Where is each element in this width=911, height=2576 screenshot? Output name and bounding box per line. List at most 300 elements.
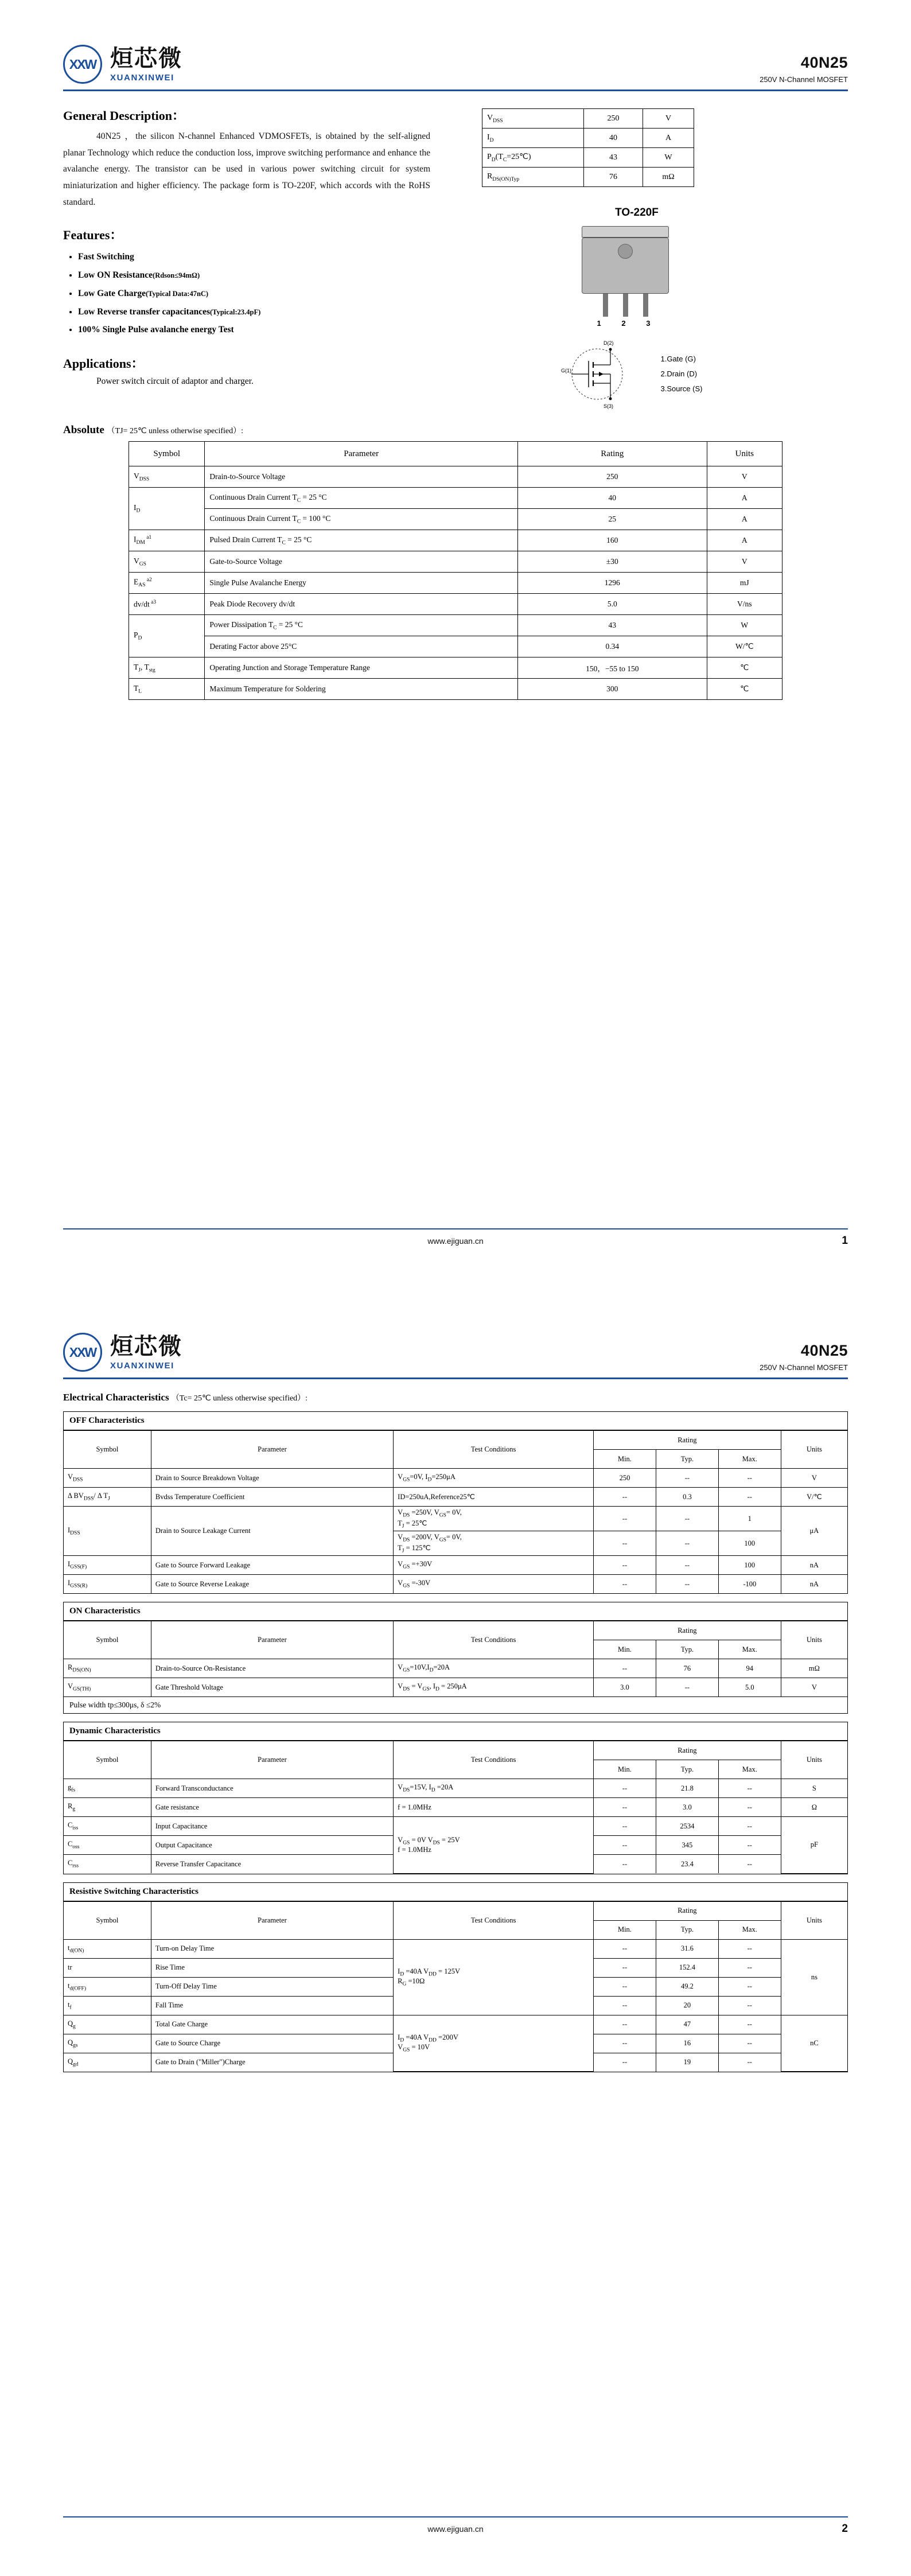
- row-rating: ±30: [518, 551, 707, 573]
- row-units: mΩ: [781, 1659, 847, 1678]
- pin-assignment-list: [661, 352, 703, 396]
- row-parameter: Maximum Temperature for Soldering: [205, 679, 518, 700]
- row-conditions: $V_{GS} =+30V$: [394, 1556, 594, 1575]
- row-symbol: $T_L$: [129, 679, 205, 700]
- row-symbol: $C_{iss}$: [64, 1817, 151, 1836]
- row-min: --: [594, 1556, 656, 1575]
- col-rating: Rating: [518, 442, 707, 466]
- company-logo-page2: [63, 1333, 182, 1372]
- table-row: [482, 168, 694, 187]
- row-max: --: [718, 2015, 781, 2034]
- applications-body: Power switch circuit of adaptor and charger.: [96, 376, 254, 387]
- col-units: Units: [707, 442, 782, 466]
- part-subtitle: 250V N-Channel MOSFET: [760, 75, 848, 84]
- table-row: [64, 1507, 847, 1531]
- table-row: [64, 1469, 847, 1488]
- row-conditions: $V_{DS} = V_{GS}$, $I_D = 250\mu A$: [394, 1678, 594, 1697]
- row-max: --: [718, 2053, 781, 2072]
- row-typ: --: [656, 1469, 718, 1488]
- footer-page-number-page2: 2: [842, 2523, 848, 2535]
- row-typ: 345: [656, 1836, 718, 1855]
- absolute-max-ratings-table: [129, 441, 782, 700]
- row-min: --: [594, 1659, 656, 1678]
- row-conditions: $V_{GS}=0V$, $I_D=250\mu A$: [394, 1469, 594, 1488]
- col-conditions: Test Conditions: [394, 1621, 594, 1659]
- block-title: OFF Characteristics: [64, 1412, 847, 1430]
- row-conditions: $V_{DS} =250V$, $V_{GS}= 0V$, $T_J$ = 25℃: [394, 1507, 594, 1531]
- feature-item: [78, 285, 442, 303]
- row-max: 5.0: [718, 1678, 781, 1697]
- schematic-symbol-area: [453, 337, 797, 411]
- row-symbol: $t_{d(OFF)}$: [64, 1977, 151, 1996]
- logo-mark-text: XXW: [69, 56, 96, 72]
- table-header-row: [64, 1621, 847, 1640]
- row-rating: 0.34: [518, 636, 707, 657]
- row-units: pF: [781, 1817, 847, 1874]
- col-typ: Typ.: [656, 1640, 718, 1659]
- col-max: Max.: [718, 1920, 781, 1939]
- row-units: A: [707, 488, 782, 509]
- block-title: Resistive Switching Characteristics: [64, 1883, 847, 1901]
- pin-list-item: 2.Drain (D): [660, 369, 698, 378]
- symbol-source-label: S(3): [603, 403, 613, 409]
- row-parameter: Operating Junction and Storage Temperature Range: [205, 657, 518, 679]
- feature-item: [78, 303, 442, 321]
- col-max: Max.: [718, 1760, 781, 1779]
- characteristics-table: [64, 1741, 847, 1874]
- row-parameter: Turn-Off Delay Time: [151, 1977, 393, 1996]
- row-symbol: Δ $BV_{DSS}/$ Δ $T_J$: [64, 1488, 151, 1507]
- col-rating: Rating: [594, 1621, 781, 1640]
- row-parameter: Drain-to-Source Voltage: [205, 466, 518, 488]
- row-max: --: [718, 1996, 781, 2015]
- row-typ: 47: [656, 2015, 718, 2034]
- symbol-drain-label: D(2): [603, 340, 613, 346]
- table-header-row: [64, 1741, 847, 1760]
- row-max: --: [718, 2034, 781, 2053]
- row-symbol: $P_D$: [129, 615, 205, 657]
- col-parameter: Parameter: [151, 1901, 393, 1939]
- table-row: [482, 129, 694, 148]
- part-subtitle-page2: 250V N-Channel MOSFET: [760, 1363, 848, 1372]
- col-conditions: Test Conditions: [394, 1901, 594, 1939]
- feature-item: [78, 248, 442, 266]
- row-symbol: $V_{DSS}$: [64, 1469, 151, 1488]
- col-parameter: Parameter: [205, 442, 518, 466]
- table-header-row: [64, 1431, 847, 1450]
- row-units: V/ns: [707, 594, 782, 615]
- row-max: --: [718, 1836, 781, 1855]
- row-typ: --: [656, 1575, 718, 1594]
- row-parameter: Continuous Drain Current $T_C = 25$ °C: [205, 488, 518, 509]
- row-units: μA: [781, 1507, 847, 1556]
- row-typ: 152.4: [656, 1958, 718, 1977]
- row-units: W: [707, 615, 782, 636]
- row-symbol: $t_{d(ON)}$: [64, 1939, 151, 1958]
- spec-unit: A: [643, 129, 694, 148]
- header-divider-page2: [63, 1378, 848, 1379]
- row-rating: 160: [518, 530, 707, 551]
- col-typ: Typ.: [656, 1450, 718, 1469]
- row-max: -100: [718, 1575, 781, 1594]
- logo-mark-text-page2: XXW: [69, 1344, 96, 1360]
- table-row: [129, 488, 782, 509]
- row-min: --: [594, 1798, 656, 1817]
- row-units: S: [781, 1779, 847, 1798]
- row-symbol: $T_J$, $T_{stg}$: [129, 657, 205, 679]
- row-max: --: [718, 1958, 781, 1977]
- row-parameter: Drain to Source Leakage Current: [151, 1507, 393, 1556]
- row-max: --: [718, 1855, 781, 1874]
- feature-label: Low Gate Charge: [78, 288, 146, 298]
- pin-list-item: 1.Gate (G): [660, 355, 696, 363]
- row-parameter: Rise Time: [151, 1958, 393, 1977]
- table-row: [64, 1488, 847, 1507]
- row-units: V: [781, 1469, 847, 1488]
- feature-item: [78, 321, 442, 339]
- table-row: [129, 509, 782, 530]
- row-parameter: Gate resistance: [151, 1798, 393, 1817]
- table-header-row: [64, 1901, 847, 1920]
- row-units: A: [707, 530, 782, 551]
- spec-symbol: $I_D$: [482, 129, 584, 148]
- row-typ: --: [656, 1507, 718, 1531]
- col-typ: Typ.: [656, 1760, 718, 1779]
- row-parameter: Single Pulse Avalanche Energy: [205, 573, 518, 594]
- row-rating: 300: [518, 679, 707, 700]
- spec-value: 43: [584, 148, 643, 168]
- spec-unit: W: [643, 148, 694, 168]
- row-max: 1: [718, 1507, 781, 1531]
- table-row: [129, 530, 782, 551]
- row-min: --: [594, 1779, 656, 1798]
- datasheet-page-2: [0, 1288, 911, 2576]
- block-title: Dynamic Characteristics: [64, 1722, 847, 1741]
- col-units: Units: [781, 1901, 847, 1939]
- row-typ: 76: [656, 1659, 718, 1678]
- row-rating: 40: [518, 488, 707, 509]
- row-parameter: Gate to Drain ("Miller")Charge: [151, 2053, 393, 2072]
- table-row: [129, 679, 782, 700]
- feature-label: Low ON Resistance: [78, 270, 153, 281]
- row-min: --: [594, 1836, 656, 1855]
- characteristics-block: [63, 1602, 848, 1714]
- absolute-title-text: Absolute: [63, 424, 104, 436]
- mosfet-symbol-icon: [548, 337, 646, 411]
- spec-symbol: $V_{DSS}$: [482, 109, 584, 129]
- row-max: 100: [718, 1556, 781, 1575]
- row-symbol: $I_D$: [129, 488, 205, 530]
- row-rating: 5.0: [518, 594, 707, 615]
- table-row: [129, 594, 782, 615]
- row-min: --: [594, 1507, 656, 1531]
- row-typ: --: [656, 1678, 718, 1697]
- characteristics-block: [63, 1411, 848, 1594]
- col-symbol: Symbol: [129, 442, 205, 466]
- row-symbol: $C_{oss}$: [64, 1836, 151, 1855]
- footer-page-number: 1: [842, 1235, 848, 1247]
- row-symbol: $Q_{gd}$: [64, 2053, 151, 2072]
- row-units: A: [707, 509, 782, 530]
- feature-label: Fast Switching: [78, 252, 134, 262]
- electrical-characteristics-title: [63, 1392, 848, 1403]
- row-conditions: f = 1.0MHz: [394, 1798, 594, 1817]
- row-min: --: [594, 1958, 656, 1977]
- row-parameter: Input Capacitance: [151, 1817, 393, 1836]
- company-name-cn: 烜芯微: [110, 45, 182, 72]
- row-typ: --: [656, 1556, 718, 1575]
- spec-value: 250: [584, 109, 643, 129]
- block-footnote: Pulse width tp≤300μs, δ ≤2%: [64, 1696, 847, 1713]
- characteristics-table: [64, 1430, 847, 1593]
- row-min: --: [594, 1575, 656, 1594]
- package-pin-numbers: 1 2 3: [597, 319, 660, 328]
- company-logo: [63, 45, 182, 84]
- quick-spec-table: [482, 108, 694, 187]
- col-min: Min.: [594, 1760, 656, 1779]
- row-rating: 43: [518, 615, 707, 636]
- row-symbol: $V_{DSS}$: [129, 466, 205, 488]
- spec-unit: V: [643, 109, 694, 129]
- package-tab: [582, 226, 669, 238]
- logo-mark-icon-page2: [63, 1333, 102, 1372]
- col-min: Min.: [594, 1450, 656, 1469]
- row-conditions: $I_D =40A$ $V_{DD} = 125V$ $R_G =10\Omega$: [394, 1939, 594, 2015]
- absolute-title-note: （TJ= 25℃ unless otherwise specified）:: [107, 427, 244, 435]
- row-typ: --: [656, 1531, 718, 1556]
- row-parameter: Drain-to-Source On-Resistance: [151, 1659, 393, 1678]
- feature-item: [78, 266, 442, 285]
- table-row: [64, 1659, 847, 1678]
- footer-website: www.ejiguan.cn: [427, 1236, 484, 1246]
- col-parameter: Parameter: [151, 1741, 393, 1779]
- part-number-page2: 40N25: [800, 1342, 848, 1359]
- feature-label: Low Reverse transfer capacitances: [78, 306, 210, 317]
- table-row: [129, 657, 782, 679]
- row-parameter: Bvdss Temperature Coefficient: [151, 1488, 393, 1507]
- row-min: --: [594, 1996, 656, 2015]
- row-min: --: [594, 2034, 656, 2053]
- table-row: [64, 1556, 847, 1575]
- page1-footer: [63, 1228, 848, 1246]
- general-description-body: 40N25 ，the silicon N-channel Enhanced VDMOSFETs, is obtained by the self-aligned planar Technology which reduce the conduction loss, improve switching performance and enhance the avalanche energy. The transistor can be used in various power switching circuit for system miniaturization and higher efficiency. The package form is TO-220F, which accords with the RoHS standard.: [63, 131, 430, 207]
- row-typ: 49.2: [656, 1977, 718, 1996]
- row-units: W/℃: [707, 636, 782, 657]
- row-symbol: $V_{GS(TH)}$: [64, 1678, 151, 1697]
- row-parameter: Reverse Transfer Capacitance: [151, 1855, 393, 1874]
- table-row: [64, 1779, 847, 1798]
- company-name-en-page2: XUANXINWEI: [110, 1360, 174, 1371]
- logo-mark-icon: [63, 45, 102, 84]
- features-title: Features：: [63, 228, 123, 243]
- absolute-max-title: [63, 424, 848, 437]
- col-symbol: Symbol: [64, 1901, 151, 1939]
- characteristics-table: [64, 1621, 847, 1696]
- page-header: [63, 0, 848, 84]
- feature-label: 100% Single Pulse avalanche energy Test: [78, 325, 234, 335]
- row-min: --: [594, 1817, 656, 1836]
- row-max: --: [718, 1779, 781, 1798]
- col-units: Units: [781, 1431, 847, 1469]
- row-symbol: $C_{rss}$: [64, 1855, 151, 1874]
- table-row: [129, 466, 782, 488]
- col-symbol: Symbol: [64, 1621, 151, 1659]
- table-row: [129, 573, 782, 594]
- row-units: nA: [781, 1575, 847, 1594]
- page2-footer: [63, 2516, 848, 2534]
- row-max: --: [718, 1488, 781, 1507]
- spec-value: 40: [584, 129, 643, 148]
- row-max: 100: [718, 1531, 781, 1556]
- table-row: [64, 1817, 847, 1836]
- row-min: --: [594, 1855, 656, 1874]
- col-units: Units: [781, 1741, 847, 1779]
- row-max: --: [718, 1817, 781, 1836]
- row-units: V: [781, 1678, 847, 1697]
- row-parameter: Turn-on Delay Time: [151, 1939, 393, 1958]
- row-rating: 1296: [518, 573, 707, 594]
- package-drawing: [568, 226, 683, 328]
- row-symbol: tr: [64, 1958, 151, 1977]
- row-parameter: Gate-to-Source Voltage: [205, 551, 518, 573]
- spec-unit: mΩ: [643, 168, 694, 187]
- row-typ: 20: [656, 1996, 718, 2015]
- row-typ: 31.6: [656, 1939, 718, 1958]
- row-symbol: $Q_g$: [64, 2015, 151, 2034]
- col-min: Min.: [594, 1640, 656, 1659]
- row-rating: 150，−55 to 150: [518, 657, 707, 679]
- row-conditions: $V_{DS} =200V$, $V_{GS}= 0V$, $T_J$ = 125℃: [394, 1531, 594, 1556]
- ec-title-note: （Tc= 25℃ unless otherwise specified）:: [171, 1394, 308, 1403]
- spec-symbol: $R_{DS(ON)Typ}$: [482, 168, 584, 187]
- row-units: Ω: [781, 1798, 847, 1817]
- row-parameter: Power Dissipation $T_C = 25$ °C: [205, 615, 518, 636]
- row-parameter: Peak Diode Recovery dv/dt: [205, 594, 518, 615]
- row-max: --: [718, 1977, 781, 1996]
- row-conditions: $V_{GS} = 0V$ $V_{DS} = 25V$ f = 1.0MHz: [394, 1817, 594, 1874]
- row-symbol: $Q_{gs}$: [64, 2034, 151, 2053]
- row-rating: 25: [518, 509, 707, 530]
- row-units: ns: [781, 1939, 847, 2015]
- table-row: [64, 1798, 847, 1817]
- row-parameter: Continuous Drain Current $T_C = 100$ °C: [205, 509, 518, 530]
- row-symbol: dv/dt $^{a3}$: [129, 594, 205, 615]
- row-units: V/℃: [781, 1488, 847, 1507]
- row-min: --: [594, 1488, 656, 1507]
- row-symbol: $R_g$: [64, 1798, 151, 1817]
- row-conditions: $V_{DS}=15V$, $I_D =20A$: [394, 1779, 594, 1798]
- characteristics-table: [64, 1901, 847, 2072]
- row-max: 94: [718, 1659, 781, 1678]
- package-body: [582, 238, 669, 294]
- feature-note: (Typical:23.4pF): [210, 308, 261, 316]
- row-max: --: [718, 1939, 781, 1958]
- footer-website-page2: www.ejiguan.cn: [427, 2524, 484, 2534]
- company-name-cn-page2: 烜芯微: [110, 1333, 182, 1360]
- row-max: --: [718, 1798, 781, 1817]
- row-units: ℃: [707, 657, 782, 679]
- row-units: ℃: [707, 679, 782, 700]
- table-row: [64, 2015, 847, 2034]
- row-symbol: $I_{GSS(F)}$: [64, 1556, 151, 1575]
- row-conditions: $V_{GS} =-30V$: [394, 1575, 594, 1594]
- table-row: [64, 1678, 847, 1697]
- table-header-row: [129, 442, 782, 466]
- company-name-en: XUANXINWEI: [110, 72, 174, 83]
- row-max: --: [718, 1469, 781, 1488]
- row-typ: 23.4: [656, 1855, 718, 1874]
- table-row: [482, 109, 694, 129]
- col-rating: Rating: [594, 1901, 781, 1920]
- feature-note: (Typical Data:47nC): [145, 289, 209, 298]
- row-symbol: $g_{fs}$: [64, 1779, 151, 1798]
- col-parameter: Parameter: [151, 1431, 393, 1469]
- package-leads: [582, 294, 668, 317]
- row-min: --: [594, 2053, 656, 2072]
- row-typ: 2534: [656, 1817, 718, 1836]
- row-units: nC: [781, 2015, 847, 2072]
- row-symbol: $R_{DS(ON)}$: [64, 1659, 151, 1678]
- electrical-characteristics-blocks: [63, 1411, 848, 2072]
- row-parameter: Gate to Source Forward Leakage: [151, 1556, 393, 1575]
- row-parameter: Output Capacitance: [151, 1836, 393, 1855]
- row-min: --: [594, 1531, 656, 1556]
- col-min: Min.: [594, 1920, 656, 1939]
- applications-title: Applications：: [63, 356, 144, 371]
- row-parameter: Fall Time: [151, 1996, 393, 2015]
- table-row: [129, 551, 782, 573]
- col-conditions: Test Conditions: [394, 1741, 594, 1779]
- block-title: ON Characteristics: [64, 1602, 847, 1621]
- symbol-gate-label: G(1): [560, 368, 571, 373]
- row-units: V: [707, 551, 782, 573]
- row-parameter: Total Gate Charge: [151, 2015, 393, 2034]
- ec-title-text: Electrical Characteristics: [63, 1392, 169, 1403]
- part-number: 40N25: [800, 54, 848, 71]
- characteristics-block: [63, 1722, 848, 1874]
- row-conditions: $I_D =40A$ $V_{DD} =200V$ $V_{GS} = 10V$: [394, 2015, 594, 2072]
- row-symbol: $I_{GSS(R)}$: [64, 1575, 151, 1594]
- col-max: Max.: [718, 1450, 781, 1469]
- spec-value: 76: [584, 168, 643, 187]
- pin-list-item: 3.Source (S): [660, 384, 703, 393]
- row-symbol: $V_{GS}$: [129, 551, 205, 573]
- table-row: [129, 615, 782, 636]
- table-row: [64, 1575, 847, 1594]
- row-parameter: Gate to Source Reverse Leakage: [151, 1575, 393, 1594]
- col-rating: Rating: [594, 1431, 781, 1450]
- page2-header: [63, 1288, 848, 1372]
- col-symbol: Symbol: [64, 1741, 151, 1779]
- row-conditions: $V_{GS}=10V,I_D=20A$: [394, 1659, 594, 1678]
- table-row: [129, 636, 782, 657]
- row-units: V: [707, 466, 782, 488]
- row-parameter: Forward Transconductance: [151, 1779, 393, 1798]
- row-typ: 21.8: [656, 1779, 718, 1798]
- row-parameter: Gate to Source Charge: [151, 2034, 393, 2053]
- row-parameter: Pulsed Drain Current $T_C = 25$ °C: [205, 530, 518, 551]
- row-typ: 3.0: [656, 1798, 718, 1817]
- row-rating: 250: [518, 466, 707, 488]
- row-units: mJ: [707, 573, 782, 594]
- col-symbol: Symbol: [64, 1431, 151, 1469]
- row-typ: 0.3: [656, 1488, 718, 1507]
- col-conditions: Test Conditions: [394, 1431, 594, 1469]
- row-symbol: $I_{DSS}$: [64, 1507, 151, 1556]
- table-row: [64, 1939, 847, 1958]
- package-title: TO-220F: [615, 207, 659, 219]
- row-conditions: ID=250uA,Reference25℃: [394, 1488, 594, 1507]
